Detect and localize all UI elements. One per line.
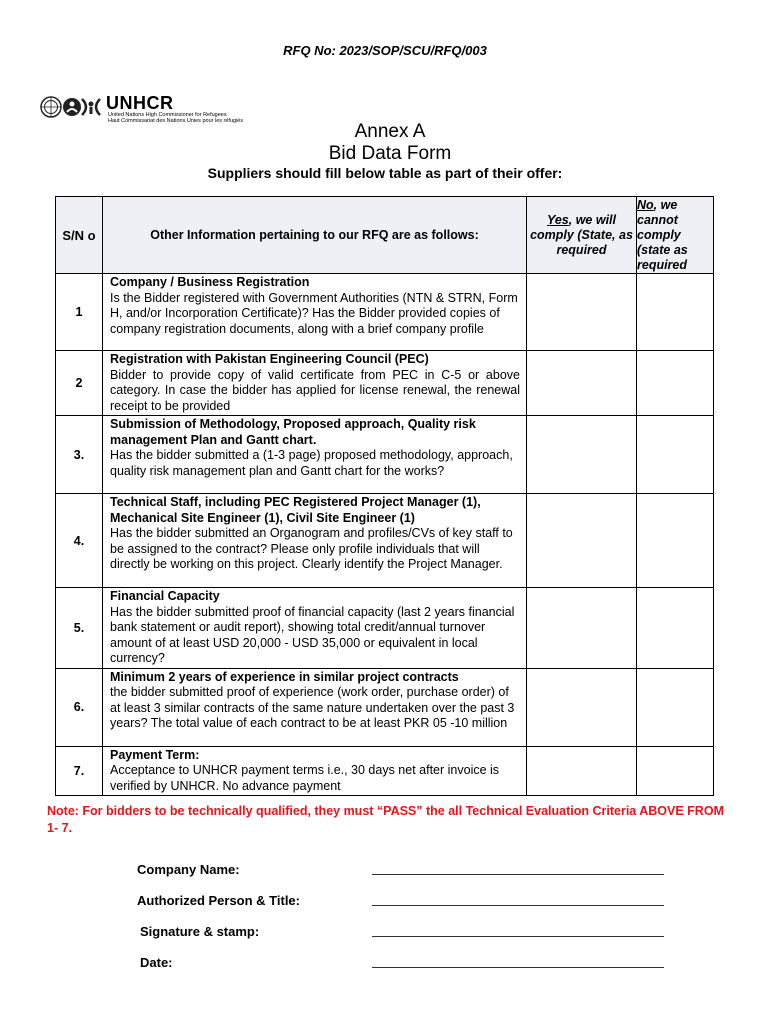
field-label-date: Date: [140, 955, 173, 970]
header-no-comply [637, 197, 714, 274]
table-row [56, 746, 714, 796]
header-yes-rest: , we will comply (State, as required [530, 212, 633, 257]
header-no-word: No [637, 197, 654, 212]
field-label-company-name: Company Name: [137, 862, 240, 877]
row-body: Is the Bidder registered with Government Authorities (NTN & STRN, Form H, and/or Incorporation Certificate)? Has the Bidder provided copies of company registration documents, along with a brief company profile [110, 290, 518, 336]
no-comply-cell[interactable] [637, 416, 714, 494]
field-line-signature-stamp[interactable] [372, 936, 664, 937]
row-body: Acceptance to UNHCR payment terms i.e., 30 days net after invoice is verified by UNHCR. No advance payment [110, 763, 500, 793]
header-sn: S/N o [56, 197, 103, 274]
signature-field-stamp [0, 924, 770, 944]
row-info [103, 588, 527, 669]
header-yes-word: Yes [546, 212, 569, 227]
row-sn: 7. [56, 746, 103, 796]
row-sn: 3. [56, 416, 103, 494]
no-comply-cell[interactable] [637, 668, 714, 746]
table-row [56, 274, 714, 351]
row-sn: 4. [56, 494, 103, 588]
row-sn: 6. [56, 668, 103, 746]
no-comply-cell[interactable] [637, 494, 714, 588]
bid-data-table [55, 196, 714, 796]
row-info [103, 668, 527, 746]
form-title: Bid Data Form [328, 143, 452, 164]
yes-comply-cell[interactable] [527, 351, 637, 416]
no-comply-cell[interactable] [637, 588, 714, 669]
row-title: Payment Term: [110, 747, 200, 762]
row-info [103, 351, 527, 416]
header-yes-comply [527, 197, 637, 274]
row-info [103, 494, 527, 588]
field-label-signature-stamp: Signature & stamp: [140, 924, 260, 939]
signature-field-date [0, 955, 770, 975]
row-title: Technical Staff, including PEC Registered Project Manager (1), Mechanical Site Engineer (1), Civil Site Engineer (1) [110, 495, 481, 525]
field-line-authorized-person[interactable] [372, 905, 664, 906]
row-title: Financial Capacity [110, 589, 220, 603]
row-body: Has the bidder submitted an Organogram and profiles/CVs of key staff to be assigned to the contract? Please only profile individuals that will directly be working on this project. Clearly identify the Project Manager. [110, 526, 513, 571]
qualification-note: Note: For bidders to be technically qualified, they must “PASS” the all Technical Evaluation Criteria ABOVE FROM 1- 7. [47, 804, 724, 835]
unhcr-logo [40, 93, 280, 123]
row-info [103, 416, 527, 494]
rfq-number: RFQ No: 2023/SOP/SCU/RFQ/003 [283, 43, 487, 58]
row-info [103, 746, 527, 796]
yes-comply-cell[interactable] [527, 494, 637, 588]
table-header-row [56, 197, 714, 274]
table-row [56, 588, 714, 669]
field-line-date[interactable] [372, 967, 664, 968]
row-title: Company / Business Registration [110, 275, 310, 289]
row-body: Bidder to provide copy of valid certificate from PEC in C-5 or above category. In case the bidder has applied for license renewal, the renewal receipt to be provided [110, 367, 520, 413]
yes-comply-cell[interactable] [527, 588, 637, 669]
row-body: Has the bidder submitted a (1-3 page) proposed methodology, approach, quality risk management plan and Gantt chart for the works? [110, 448, 513, 478]
no-comply-cell[interactable] [637, 274, 714, 351]
row-sn: 1 [56, 274, 103, 351]
annex-title: Annex A [354, 121, 426, 142]
row-body: Has the bidder submitted proof of financial capacity (last 2 years financial bank statement or audit report), showing total credit/annual turnover amount of at least USD 20,000 - USD 35,000 or equivalent in local currency? [110, 604, 515, 665]
no-comply-cell[interactable] [637, 351, 714, 416]
row-title: Minimum 2 years of experience in similar project contracts [110, 669, 459, 684]
table-row [56, 668, 714, 746]
row-title: Registration with Pakistan Engineering Council (PEC) [110, 352, 429, 366]
table-row [56, 416, 714, 494]
yes-comply-cell[interactable] [527, 668, 637, 746]
field-line-company-name[interactable] [372, 874, 664, 875]
un-seal-and-unhcr-emblem-icon [40, 95, 104, 119]
yes-comply-cell[interactable] [527, 416, 637, 494]
row-sn: 2 [56, 351, 103, 416]
no-comply-cell[interactable] [637, 746, 714, 796]
signature-field-person [0, 893, 770, 913]
yes-comply-cell[interactable] [527, 746, 637, 796]
logo-subtitle-1: United Nations High Commissioner for Refugees [108, 112, 227, 118]
signature-field-company [0, 862, 770, 882]
logo-subtitle-2: Haut Commissariat des Nations Unies pour les réfugiés [108, 118, 244, 124]
instruction-text: Suppliers should fill below table as part of their offer: [207, 165, 563, 181]
field-label-authorized-person: Authorized Person & Title: [137, 893, 300, 908]
row-sn: 5. [56, 588, 103, 669]
row-info [103, 274, 527, 351]
table-row [56, 351, 714, 416]
row-title: Submission of Methodology, Proposed approach, Quality risk management Plan and Gantt chart. [110, 417, 476, 447]
yes-comply-cell[interactable] [527, 274, 637, 351]
table-row [56, 494, 714, 588]
header-info: Other Information pertaining to our RFQ are as follows: [103, 197, 527, 274]
header-no-rest: , we cannot comply (state as required [637, 197, 688, 272]
row-body: the bidder submitted proof of experience (work order, purchase order) of at least 3 similar contracts of the same nature undertaken over the past 3 years? The total value of each contract to be at least PKR 05 -10 million [110, 685, 515, 730]
logo-brand: UNHCR [106, 93, 174, 113]
